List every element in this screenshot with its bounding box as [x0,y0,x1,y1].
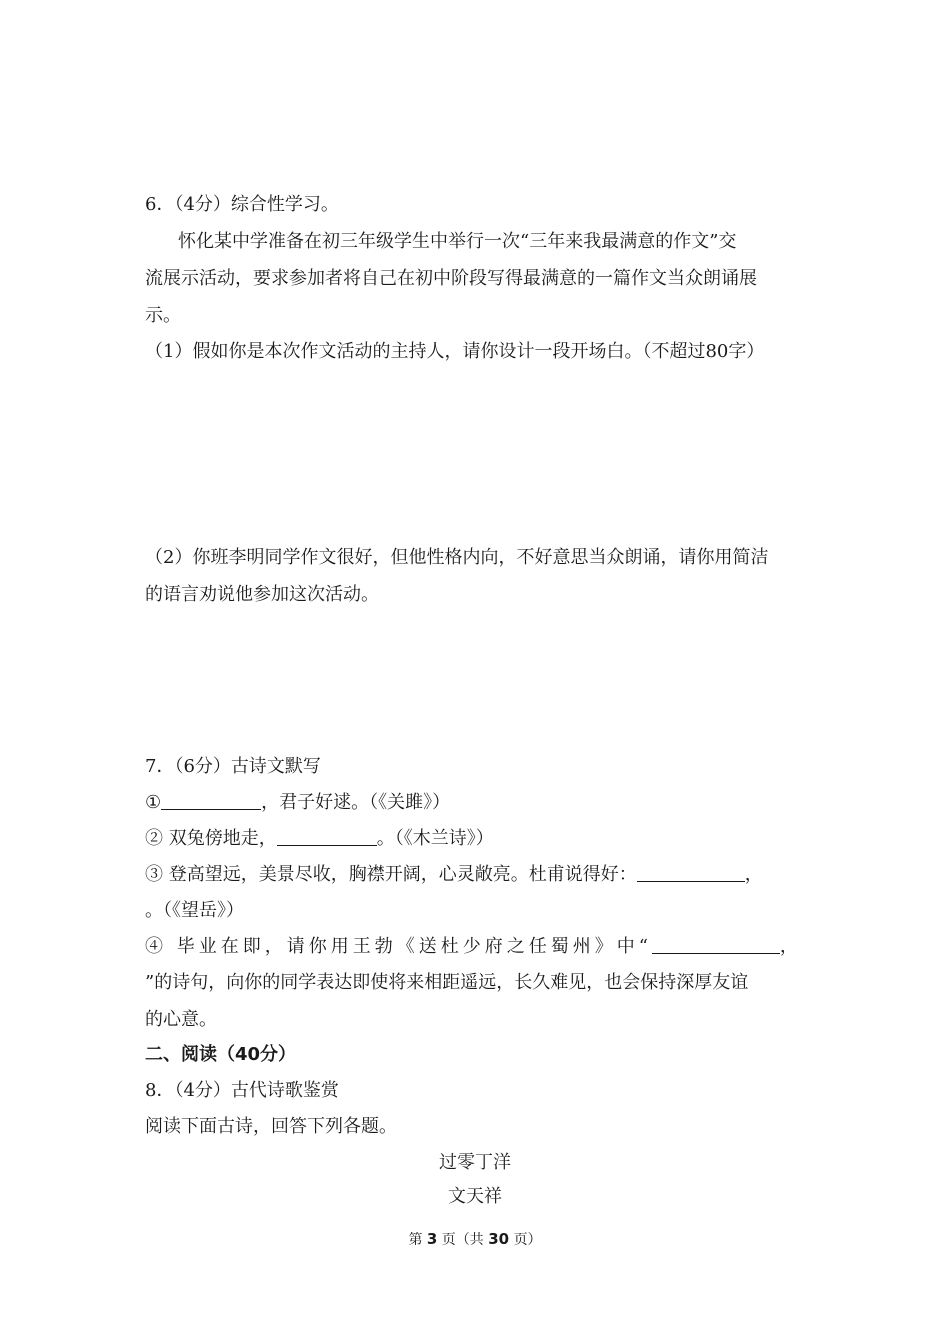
q6-paragraph-line-1: 怀化某中学准备在初三年级学生中举行一次“三年来我最满意的作文”交 [178,231,737,252]
q6-subquestion-1: （1）假如你是本次作文活动的主持人，请你设计一段开场白。（不超过80字） [145,341,765,362]
poem-author: 文天祥 [448,1186,502,1207]
q7-item-1-suffix: ，君子好逑。（《关雎》） [261,792,451,813]
q7-item-2-suffix: 。（《木兰诗》） [376,828,494,849]
q7-item-4-line-2: ”的诗句，向你的同学表达即使将来相距遥远，长久难见，也会保持深厚友谊 [145,972,749,993]
q7-item-3-suffix: ， [744,864,763,885]
page-number: 3 [426,1230,438,1248]
q7-item-4-suffix: ， [779,936,802,957]
q7-item-4-prefix: ④ 毕业在即，请你用王勃《送杜少府之任蜀州》中“ [145,936,652,957]
q7-item-3 [145,862,763,888]
answer-blank-4[interactable] [652,935,780,954]
q6-subquestion-2-line-1: （2）你班李明同学作文很好，但他性格内向，不好意思当众朗诵，请你用简洁 [145,547,769,568]
q7-item-2-prefix: ② 双兔傍地走， [145,828,277,849]
q7-item-4-line-3: 的心意。 [145,1009,217,1030]
footer-middle: 页（共 [441,1232,484,1248]
section-title: 二、阅读（40分） [145,1044,297,1065]
q6-header: 6．（4分）综合性学习。 [145,194,339,215]
footer-prefix: 第 [408,1232,423,1248]
q8-instruction: 阅读下面古诗，回答下列各题。 [145,1116,397,1137]
q7-item-1 [145,790,450,816]
q8-header: 8．（4分）古代诗歌鉴赏 [145,1080,339,1101]
page-total: 30 [488,1230,510,1248]
q7-item-3-line-2: 。（《望岳》） [145,900,244,921]
poem-title: 过零丁洋 [439,1152,511,1173]
answer-blank-1[interactable] [161,791,261,810]
footer-suffix: 页） [513,1232,542,1248]
q7-item-4 [145,934,802,960]
page-footer [0,1229,950,1250]
q6-paragraph-line-2: 流展示活动，要求参加者将自己在初中阶段写得最满意的一篇作文当众朗诵展 [145,268,757,289]
answer-blank-2[interactable] [277,827,377,846]
q7-header: 7．（6分）古诗文默写 [145,756,321,777]
q6-subquestion-2-line-2: 的语言劝说他参加这次活动。 [145,584,379,605]
q7-item-1-prefix: ① [145,792,162,813]
q6-paragraph-line-3: 示。 [145,305,181,326]
q7-item-2 [145,826,494,852]
answer-blank-3[interactable] [637,863,745,882]
q7-item-3-prefix: ③ 登高望远，美景尽收，胸襟开阔，心灵敞亮。杜甫说得好： [145,864,637,885]
